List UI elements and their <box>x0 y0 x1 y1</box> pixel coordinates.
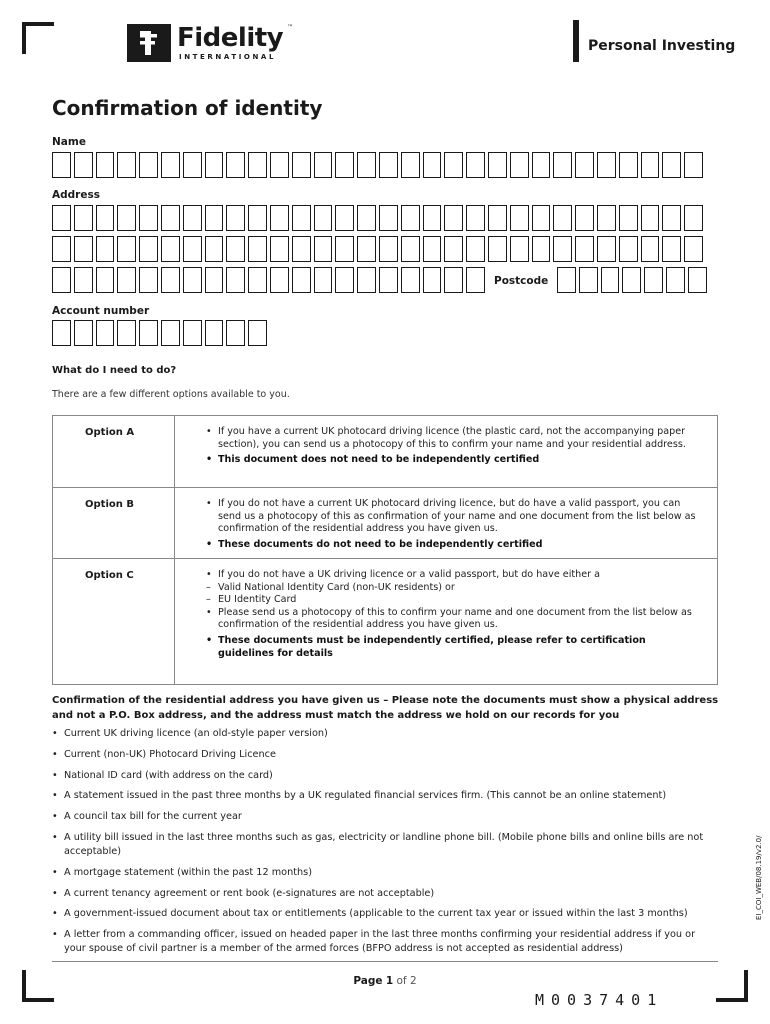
address-char-box[interactable] <box>161 236 180 262</box>
name-char-box[interactable] <box>684 152 703 178</box>
option-c-label: Option C <box>85 570 134 581</box>
address-char-box[interactable] <box>139 267 158 293</box>
address-char-box[interactable] <box>379 236 398 262</box>
postcode-char-box[interactable] <box>666 267 685 293</box>
address-char-box[interactable] <box>248 205 267 231</box>
option-text-line: • If you do not have a current UK photocard driving licence, but do have a valid passport, you can send us a photocopy of this as confirmation of your name and one document from the list below as confirmation of the residential address you have given us. <box>205 498 705 536</box>
address-char-box[interactable] <box>335 205 354 231</box>
address-char-box[interactable] <box>248 236 267 262</box>
address-char-box[interactable] <box>379 267 398 293</box>
name-char-box[interactable] <box>335 152 354 178</box>
name-char-box[interactable] <box>532 152 551 178</box>
name-char-box[interactable] <box>161 152 180 178</box>
list-item: • A current tenancy agreement or rent book (e-signatures are not acceptable) <box>52 887 718 901</box>
option-text-line: • If you have a current UK photocard driving licence (the plastic card, not the accompanying paper section), you can send us a photocopy of this to confirm your name and your residential address. <box>205 426 705 451</box>
address-char-box[interactable] <box>96 267 115 293</box>
address-char-box[interactable] <box>335 236 354 262</box>
option-text-line: – EU Identity Card <box>205 594 705 607</box>
postcode-input-boxes[interactable] <box>557 267 710 293</box>
crop-mark-top-left <box>22 22 54 54</box>
address-char-box[interactable] <box>641 236 660 262</box>
name-char-box[interactable] <box>597 152 616 178</box>
address-char-box[interactable] <box>444 205 463 231</box>
address-char-box[interactable] <box>423 236 442 262</box>
option-row-a <box>53 416 717 487</box>
page-title: Confirmation of identity <box>52 96 323 120</box>
option-text-line: • These documents must be independently certified, please refer to certification guidelines for details <box>205 635 705 660</box>
address-char-box[interactable] <box>74 236 93 262</box>
address-char-box[interactable] <box>488 236 507 262</box>
options-table <box>52 415 718 685</box>
address-char-box[interactable] <box>96 236 115 262</box>
list-item: • Current UK driving licence (an old-style paper version) <box>52 727 718 741</box>
name-char-box[interactable] <box>379 152 398 178</box>
address-char-box[interactable] <box>335 267 354 293</box>
address-char-box[interactable] <box>226 267 245 293</box>
address-char-box[interactable] <box>52 267 71 293</box>
address-char-box[interactable] <box>466 267 485 293</box>
option-row-c <box>53 558 717 686</box>
name-char-box[interactable] <box>510 152 529 178</box>
section-marker-bar <box>573 20 579 62</box>
address-char-box[interactable] <box>597 236 616 262</box>
address-char-box[interactable] <box>139 236 158 262</box>
name-char-box[interactable] <box>117 152 136 178</box>
account-number-label: Account number <box>52 305 150 317</box>
address-char-box[interactable] <box>532 236 551 262</box>
name-char-box[interactable] <box>96 152 115 178</box>
address-char-box[interactable] <box>292 205 311 231</box>
address-char-box[interactable] <box>401 267 420 293</box>
name-char-box[interactable] <box>139 152 158 178</box>
address-char-box[interactable] <box>314 205 333 231</box>
option-text-line: • Please send us a photocopy of this to confirm your name and one document from the list below as confirmation of the residential address you have given us. <box>205 607 705 632</box>
name-char-box[interactable] <box>553 152 572 178</box>
name-char-box[interactable] <box>270 152 289 178</box>
address-char-box[interactable] <box>96 205 115 231</box>
option-text-line: • If you do not have a UK driving licence or a valid passport, but do have either a <box>205 569 705 582</box>
acceptable-documents-list <box>52 727 718 963</box>
account-char-box[interactable] <box>183 320 202 346</box>
name-char-box[interactable] <box>488 152 507 178</box>
list-item: • A government-issued document about tax or entitlements (applicable to the current tax year or issued within the last 3 months) <box>52 907 718 921</box>
name-char-box[interactable] <box>357 152 376 178</box>
address-char-box[interactable] <box>641 205 660 231</box>
list-item: • A statement issued in the past three months by a UK regulated financial services firm. (This cannot be an online statement) <box>52 789 718 803</box>
address-char-box[interactable] <box>226 205 245 231</box>
name-input-boxes[interactable] <box>52 152 706 178</box>
address-char-box[interactable] <box>270 205 289 231</box>
address-char-box[interactable] <box>510 205 529 231</box>
option-row-b <box>53 487 717 558</box>
address-line-1-boxes[interactable] <box>52 205 706 231</box>
address-char-box[interactable] <box>662 236 681 262</box>
address-char-box[interactable] <box>226 236 245 262</box>
name-char-box[interactable] <box>248 152 267 178</box>
address-char-box[interactable] <box>314 236 333 262</box>
address-char-box[interactable] <box>510 236 529 262</box>
name-char-box[interactable] <box>401 152 420 178</box>
section-label: Personal Investing <box>588 38 736 54</box>
account-char-box[interactable] <box>226 320 245 346</box>
brand-trademark: ™ <box>287 24 294 31</box>
instructions-intro: There are a few different options available to you. <box>52 389 290 400</box>
account-char-box[interactable] <box>161 320 180 346</box>
name-char-box[interactable] <box>52 152 71 178</box>
address-char-box[interactable] <box>423 267 442 293</box>
brand-name: Fidelity <box>177 23 284 53</box>
option-c-body <box>205 569 705 660</box>
address-char-box[interactable] <box>183 236 202 262</box>
address-char-box[interactable] <box>466 236 485 262</box>
address-char-box[interactable] <box>619 205 638 231</box>
option-b-body <box>205 498 705 551</box>
footer-divider <box>52 961 718 962</box>
list-item: • Current (non-UK) Photocard Driving Licence <box>52 748 718 762</box>
address-char-box[interactable] <box>117 236 136 262</box>
account-number-input-boxes[interactable] <box>52 320 270 346</box>
name-char-box[interactable] <box>183 152 202 178</box>
address-char-box[interactable] <box>401 236 420 262</box>
address-char-box[interactable] <box>117 267 136 293</box>
address-char-box[interactable] <box>74 267 93 293</box>
option-text-line: • This document does not need to be independently certified <box>205 454 705 467</box>
postcode-char-box[interactable] <box>579 267 598 293</box>
page-current: 1 <box>385 975 394 987</box>
address-line-2-boxes[interactable] <box>52 236 706 262</box>
brand-subtitle: INTERNATIONAL <box>179 53 277 61</box>
address-char-box[interactable] <box>270 267 289 293</box>
document-reference-code: M0037401 <box>535 991 664 1009</box>
fidelity-logo <box>127 23 294 62</box>
address-char-box[interactable] <box>139 205 158 231</box>
address-char-box[interactable] <box>553 236 572 262</box>
address-char-box[interactable] <box>662 205 681 231</box>
address-char-box[interactable] <box>423 205 442 231</box>
address-char-box[interactable] <box>183 205 202 231</box>
address-char-box[interactable] <box>205 236 224 262</box>
address-char-box[interactable] <box>466 205 485 231</box>
address-char-box[interactable] <box>205 205 224 231</box>
address-char-box[interactable] <box>248 267 267 293</box>
name-char-box[interactable] <box>662 152 681 178</box>
address-char-box[interactable] <box>597 205 616 231</box>
option-b-label: Option B <box>85 499 134 510</box>
address-char-box[interactable] <box>270 236 289 262</box>
address-char-box[interactable] <box>205 267 224 293</box>
name-char-box[interactable] <box>444 152 463 178</box>
account-char-box[interactable] <box>117 320 136 346</box>
account-char-box[interactable] <box>205 320 224 346</box>
postcode-char-box[interactable] <box>688 267 707 293</box>
name-char-box[interactable] <box>641 152 660 178</box>
account-char-box[interactable] <box>74 320 93 346</box>
option-text-line: – Valid National Identity Card (non-UK residents) or <box>205 582 705 595</box>
postcode-char-box[interactable] <box>644 267 663 293</box>
account-char-box[interactable] <box>139 320 158 346</box>
account-char-box[interactable] <box>52 320 71 346</box>
name-char-box[interactable] <box>314 152 333 178</box>
address-char-box[interactable] <box>52 205 71 231</box>
address-char-box[interactable] <box>553 205 572 231</box>
name-char-box[interactable] <box>292 152 311 178</box>
list-item: • A letter from a commanding officer, issued on headed paper in the last three months confirming your residential address if you or your spouse of civil partner is a member of the armed forces (BFPO address is not accepted as residential address) <box>52 928 718 956</box>
name-char-box[interactable] <box>205 152 224 178</box>
address-char-box[interactable] <box>401 205 420 231</box>
list-item: • A mortgage statement (within the past 12 months) <box>52 866 718 880</box>
address-char-box[interactable] <box>379 205 398 231</box>
postcode-char-box[interactable] <box>622 267 641 293</box>
postcode-label: Postcode <box>494 275 549 287</box>
page-word: Page <box>353 975 383 987</box>
address-char-box[interactable] <box>183 267 202 293</box>
name-char-box[interactable] <box>74 152 93 178</box>
address-char-box[interactable] <box>444 267 463 293</box>
address-char-box[interactable] <box>619 236 638 262</box>
list-item: • National ID card (with address on the card) <box>52 769 718 783</box>
address-char-box[interactable] <box>161 205 180 231</box>
address-char-box[interactable] <box>292 267 311 293</box>
page-total: of 2 <box>396 975 417 987</box>
option-a-label: Option A <box>85 427 135 438</box>
address-char-box[interactable] <box>684 205 703 231</box>
address-char-box[interactable] <box>575 205 594 231</box>
residential-address-heading: Confirmation of the residential address you have given us – Please note the documents must show a physical address and not a P.O. Box address, and the address must match the address we hold on our records for you <box>52 695 719 721</box>
address-char-box[interactable] <box>161 267 180 293</box>
address-char-box[interactable] <box>292 236 311 262</box>
address-char-box[interactable] <box>357 236 376 262</box>
postcode-char-box[interactable] <box>557 267 576 293</box>
address-char-box[interactable] <box>532 205 551 231</box>
address-char-box[interactable] <box>488 205 507 231</box>
postcode-char-box[interactable] <box>601 267 620 293</box>
address-char-box[interactable] <box>575 236 594 262</box>
address-char-box[interactable] <box>357 267 376 293</box>
fidelity-logo-mark-icon <box>127 24 171 62</box>
name-char-box[interactable] <box>575 152 594 178</box>
address-line-3-boxes[interactable] <box>52 267 488 293</box>
page-number <box>0 975 770 987</box>
address-label: Address <box>52 189 100 201</box>
address-char-box[interactable] <box>74 205 93 231</box>
address-char-box[interactable] <box>444 236 463 262</box>
instructions-heading: What do I need to do? <box>52 365 177 376</box>
list-item: • A utility bill issued in the last three months such as gas, electricity or landline phone bill. (Mobile phone bills and online bills are not acceptable) <box>52 831 718 859</box>
address-char-box[interactable] <box>52 236 71 262</box>
account-char-box[interactable] <box>248 320 267 346</box>
option-text-line: • These documents do not need to be independently certified <box>205 539 705 552</box>
option-a-body <box>205 426 705 467</box>
account-char-box[interactable] <box>96 320 115 346</box>
name-char-box[interactable] <box>466 152 485 178</box>
form-version-code: EI_COI_WEB/08.19/v2.0/ <box>755 835 763 920</box>
address-char-box[interactable] <box>117 205 136 231</box>
name-char-box[interactable] <box>423 152 442 178</box>
name-label: Name <box>52 136 86 148</box>
address-char-box[interactable] <box>684 236 703 262</box>
name-char-box[interactable] <box>226 152 245 178</box>
list-item: • A council tax bill for the current year <box>52 810 718 824</box>
address-char-box[interactable] <box>314 267 333 293</box>
address-char-box[interactable] <box>357 205 376 231</box>
name-char-box[interactable] <box>619 152 638 178</box>
